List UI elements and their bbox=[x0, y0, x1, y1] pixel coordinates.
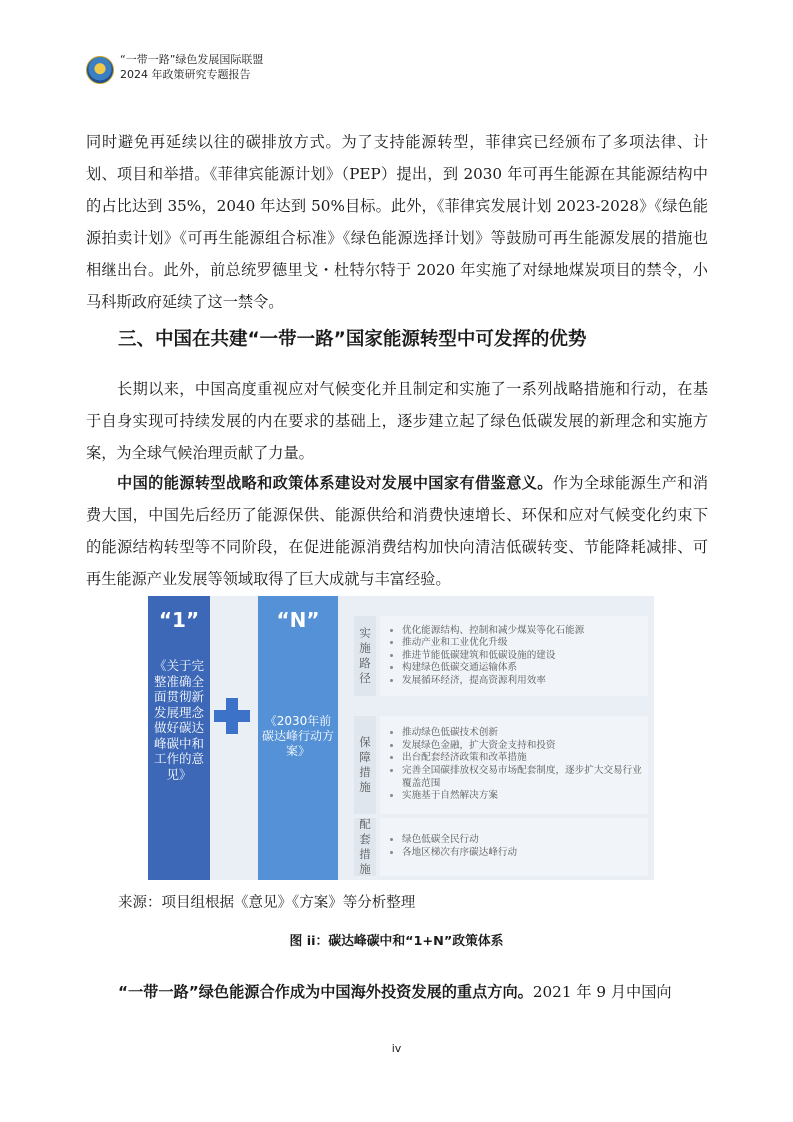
list-item: • 出台配套经济政策和改革措施 bbox=[402, 752, 642, 765]
group-label: 保障措施 bbox=[354, 716, 376, 814]
one-label: “1” bbox=[158, 608, 200, 632]
one-policy-column bbox=[148, 596, 210, 880]
section-title: 三、中国在共建“一带一路”国家能源转型中可发挥的优势 bbox=[118, 329, 587, 350]
group-items bbox=[380, 625, 648, 688]
group-label: 配套措施 bbox=[354, 818, 376, 876]
list-item: • 实施基于自然解决方案 bbox=[402, 790, 642, 803]
list-item: • 推动产业和工业优化升级 bbox=[402, 637, 642, 650]
list-item: • 发展绿色金融，扩大资金支持和投资 bbox=[402, 740, 642, 753]
list-item: • 发展循环经济，提高资源利用效率 bbox=[402, 675, 642, 688]
list-item: • 构建绿色低碳交通运输体系 bbox=[402, 662, 642, 675]
paragraph-philippines: 同时避免再延续以往的碳排放方式。为了支持能源转型，菲律宾已经颁布了多项法律、计划、项目和举措。《菲律宾能源计划》（PEP）提出，到 2030 年可再生能源在其能源结构中的占比达到 35%，2040 年达到 50%目标。此外，《菲律宾发展计划 2023-2028》《绿色能源拍卖计划》《可再生能源组合标准》《绿色能源选择计划》等鼓励可再生能源发展的措施也相继出台。此外，前总统罗德里戈・杜特尔特于 2020 年实施了对绿地煤炭项目的禁令，小马科斯政府延续了这一禁令。 bbox=[86, 133, 708, 311]
list-item: • 推进节能低碳建筑和低碳设施的建设 bbox=[402, 650, 642, 663]
header-text bbox=[120, 52, 263, 82]
page-number: iv bbox=[391, 1042, 402, 1055]
group-safeguards bbox=[354, 716, 648, 814]
group-label: 实施路径 bbox=[354, 616, 376, 696]
paragraph-belt-and-road bbox=[118, 981, 710, 1002]
list-item: • 各地区梯次有序碳达峰行动 bbox=[402, 847, 642, 860]
alliance-logo bbox=[86, 56, 114, 84]
one-desc: 《关于完整准确全面贯彻新发展理念做好碳达峰碳中和工作的意见》 bbox=[154, 658, 205, 782]
group-supporting bbox=[354, 818, 648, 876]
group-items bbox=[380, 834, 648, 859]
n-desc: 《2030年前碳达峰行动方案》 bbox=[262, 714, 335, 758]
list-item: • 绿色低碳全民行动 bbox=[402, 834, 642, 847]
header-line-1: “一带一路”绿色发展国际联盟 bbox=[120, 53, 264, 66]
n-policy-column bbox=[258, 596, 338, 880]
paragraph-energy-transition bbox=[86, 467, 708, 595]
paragraph-body: 2021 年 9 月中国向 bbox=[532, 983, 672, 1001]
figure-source: 来源：项目组根据《意见》《方案》等分析整理 bbox=[118, 895, 416, 911]
plus-icon bbox=[214, 698, 250, 734]
group-items bbox=[380, 727, 648, 803]
list-item: • 推动绿色低碳技术创新 bbox=[402, 727, 642, 740]
header-line-2: 2024 年政策研究专题报告 bbox=[120, 68, 251, 81]
list-item: • 完善全国碳排放权交易市场配套制度，逐步扩大交易行业覆盖范围 bbox=[402, 765, 642, 790]
paragraph-body: 作为全球能源生产和消费大国，中国先后经历了能源保供、能源供给和消费快速增长、环保和应对气候变化约束下的能源结构转型等不同阶段，在促进能源消费结构加快向清洁低碳转变、节能降耗减排、可再生能源产业发展等领域取得了巨大成就与丰富经验。 bbox=[86, 474, 708, 588]
paragraph-lead-bold: “一带一路”绿色能源合作成为中国海外投资发展的重点方向。 bbox=[118, 983, 533, 1001]
group-implementation bbox=[354, 616, 648, 696]
paragraph-lead-bold: 中国的能源转型战略和政策体系建设对发展中国家有借鉴意义。 bbox=[117, 474, 553, 492]
figure-caption: 图 ii：碳达峰碳中和“1+N”政策体系 bbox=[289, 934, 504, 949]
n-label: “N” bbox=[276, 608, 320, 632]
policy-system-figure bbox=[148, 596, 654, 880]
paragraph-china-climate: 长期以来，中国高度重视应对气候变化并且制定和实施了一系列战略措施和行动，在基于自身实现可持续发展的内在要求的基础上，逐步建立起了绿色低碳发展的新理念和实施方案，为全球气候治理贡献了力量。 bbox=[86, 380, 708, 462]
list-item: • 优化能源结构、控制和减少煤炭等化石能源 bbox=[402, 625, 642, 638]
